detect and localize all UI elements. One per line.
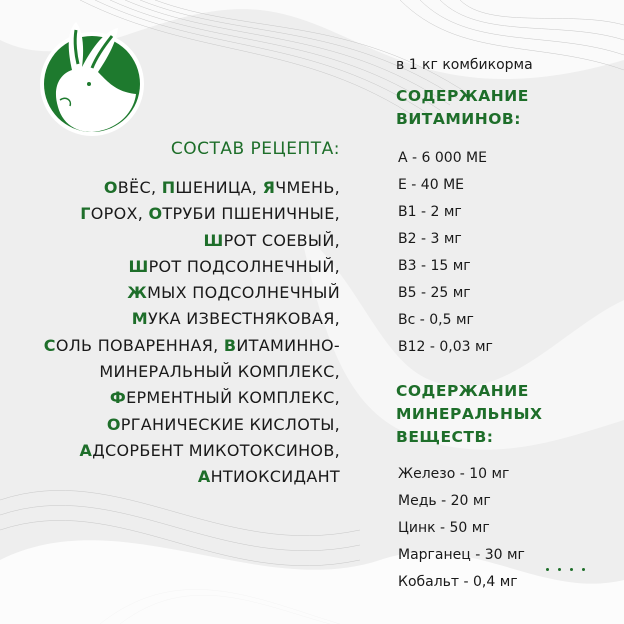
ingredient-text: УКА ИЗВЕСТНЯКОВАЯ,	[147, 309, 340, 329]
ingredient-text: РГАНИЧЕСКИЕ КИСЛОТЫ,	[120, 414, 340, 434]
ingredient-line	[44, 254, 340, 280]
ingredient-line	[44, 201, 340, 227]
ingredient-line	[44, 175, 340, 201]
minerals-heading	[396, 380, 542, 449]
highlight-letter: Ж	[127, 283, 148, 303]
mineral-list	[398, 461, 542, 596]
highlight-letter: С	[43, 335, 56, 355]
heading-line: СОДЕРЖАНИЕ	[396, 382, 529, 400]
ingredient-line	[44, 412, 340, 438]
vitamin-item: В2 - 3 мг	[398, 231, 462, 247]
mineral-item: Железо - 10 мг	[398, 466, 510, 482]
heading-line: СОДЕРЖАНИЕ	[396, 87, 529, 105]
ingredient-line	[44, 228, 340, 254]
heading-line: ВИТАМИНОВ:	[396, 110, 521, 128]
mineral-item: Кобальт - 0,4 мг	[398, 574, 518, 590]
ingredient-text: МИНЕРАЛЬНЫЙ КОМПЛЕКС,	[99, 362, 340, 382]
vitamin-item: В1 - 2 мг	[398, 204, 462, 220]
highlight-letter: Ш	[128, 256, 149, 276]
ingredient-text: ОРОХ,	[90, 204, 149, 224]
rabbit-logo	[38, 12, 146, 138]
vitamin-item: Вс - 0,5 мг	[398, 312, 474, 328]
ingredient-text: ДСОРБЕНТ МИКОТОКСИНОВ,	[92, 440, 340, 460]
more-dots-icon	[546, 568, 585, 571]
recipe-title: СОСТАВ РЕЦЕПТА:	[170, 139, 340, 159]
highlight-letter: А	[79, 440, 93, 460]
heading-line: ВЕЩЕСТВ:	[396, 428, 494, 446]
vitamin-list	[398, 145, 542, 361]
mineral-item: Марганец - 30 мг	[398, 547, 525, 563]
ingredient-line	[44, 385, 340, 411]
mineral-item: Медь - 20 мг	[398, 493, 491, 509]
highlight-letter: П	[161, 178, 176, 197]
ingredient-list	[44, 175, 340, 491]
vitamin-item: В12 - 0,03 мг	[398, 339, 493, 355]
ingredient-text: ВЁС,	[117, 178, 162, 197]
ingredient-text: НТИОКСИДАНТ	[210, 467, 340, 487]
highlight-letter: Я	[262, 178, 276, 197]
highlight-letter: Ш	[203, 230, 224, 250]
highlight-letter: Г	[80, 204, 91, 224]
ingredient-text: РОТ ПОДСОЛНЕЧНЫЙ,	[148, 256, 340, 276]
highlight-letter: Ф	[109, 388, 127, 408]
vitamin-item: А - 6 000 МЕ	[398, 150, 487, 166]
vitamins-heading	[396, 85, 542, 131]
ingredient-line	[44, 359, 340, 385]
per-unit-label: в 1 кг комбикорма	[396, 57, 533, 73]
ingredient-text: ТРУБИ ПШЕНИЧНЫЕ,	[162, 204, 340, 224]
vitamin-item: Е - 40 МЕ	[398, 177, 464, 193]
highlight-letter: А	[197, 467, 211, 487]
highlight-letter: М	[131, 309, 148, 329]
highlight-letter: О	[103, 178, 118, 197]
ingredient-text: ЕРМЕНТНЫЙ КОМПЛЕКС,	[126, 388, 340, 408]
mineral-item: Цинк - 50 мг	[398, 520, 490, 536]
highlight-letter: О	[106, 414, 121, 434]
highlight-letter: О	[148, 204, 163, 224]
vitamin-item: В5 - 25 мг	[398, 285, 471, 301]
ingredient-text: ШЕНИЦА,	[175, 178, 263, 197]
ingredient-text: МЫХ ПОДСОЛНЕЧНЫЙ	[147, 283, 340, 303]
ingredient-line	[44, 306, 340, 332]
ingredient-text: ИТАМИННО-	[236, 335, 340, 355]
ingredient-line	[44, 464, 340, 490]
ingredient-text: ОЛЬ ПОВАРЕННАЯ,	[55, 335, 224, 355]
nutrient-panel	[396, 57, 542, 596]
vitamin-item: В3 - 15 мг	[398, 258, 471, 274]
highlight-letter: В	[223, 335, 237, 355]
ingredient-line	[44, 333, 340, 359]
ingredient-line	[44, 280, 340, 306]
ingredient-text: РОТ СОЕВЫЙ,	[223, 230, 340, 250]
ingredient-line	[44, 438, 340, 464]
ingredient-text: ЧМЕНЬ,	[275, 178, 340, 197]
heading-line: МИНЕРАЛЬНЫХ	[396, 405, 543, 423]
